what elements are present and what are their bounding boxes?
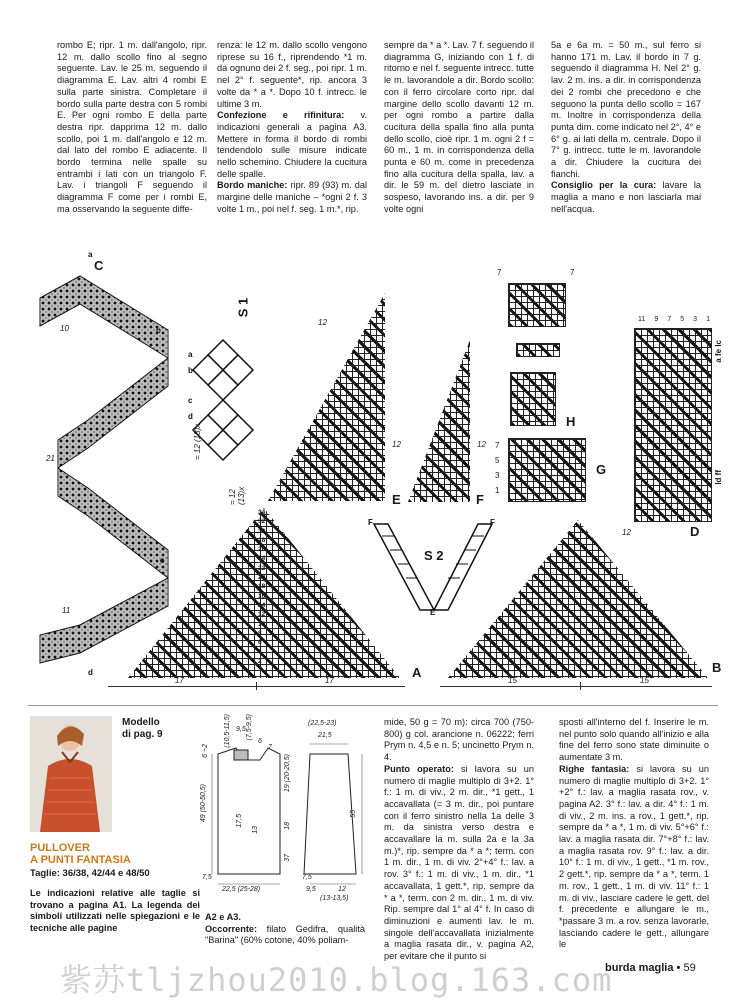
row-number: 24 (258, 555, 266, 563)
row-number: 7 (495, 441, 500, 450)
chart-label-h: H (566, 414, 576, 429)
schema-s2 (368, 518, 498, 618)
dim-12-d: 12 (622, 528, 631, 537)
s1-svg (188, 297, 263, 515)
model-name-line2: A PUNTI FANTASIA (30, 854, 131, 866)
model-ref-line2: di pag. 9 (122, 729, 163, 740)
text-column-1 (57, 40, 207, 216)
s2-mark-f-left: F (368, 518, 373, 527)
section-divider (28, 705, 718, 706)
text-column-2 (217, 40, 367, 216)
righe-text: si lavora su un numero di maglie multiplo di 3+2. 1°+2° f.: lav. a maglia rasata rov., v. pagina A2. 3° f.: lav. a dir. 4° f.: 1 m. di viv., 2 m. ins. a rov., 1 gett.*, rip. sempre da * a *, 1 m. di viv. 5°+6° f.: lav. a maglia rasata dir. 7°+8° f.: lav. a maglia rasata rov. 9° f.: lav. a dir. 10° f.: 1 m. di viv., 1 gett., *1 m. rov., 2 gett.*, rip. sempre da * a *, term. 1 m. rov., 1 gett., 1 m. di viv. 11° f.: 1 m. di viv., lasciare cadere le gett. del f. precedente e allungare le m., *passare 3 m. a rov. senza lavorarle, lasciando cadere le gett., allungare le (559, 763, 709, 950)
row-number: 16 (258, 592, 266, 600)
chart-label-b: B (712, 660, 722, 675)
text-column-4 (551, 40, 701, 216)
row-number: 1 (495, 486, 500, 495)
punto-operato-paragraph (384, 764, 534, 963)
chart-c-svg (28, 258, 178, 678)
text-column-3 (384, 40, 534, 216)
schema-dim-7: 7 (268, 744, 272, 751)
s2-svg (368, 518, 498, 618)
text-paragraph: 5a e 6a m. = 50 m., sul ferro si hanno 171 m. Lav. il bordo in 7 g. seguendo il diagramma H. Nel 2° g. lav. 2 m. ins. a dir. in corrispondenza dei 2 rombi che precedono e che seguono la punta dello scollo = 167 m. Inoltre in corrispondenza della punta dim. come indicato nel 2°, 4° e 6° g. ai lati della m. centrale. Dopo il 7° g. intrecc. tutte le m. lavorandole a dir. Chiudere la cucitura dei fianchi. (551, 40, 701, 179)
schema-dim-6: 6 (258, 738, 262, 745)
s1-rep-a: = 12 (13)x (193, 423, 202, 460)
dim-12-e-side: 12 (318, 318, 327, 327)
chart-g-rows (495, 438, 505, 498)
chart-h-mid (516, 343, 560, 357)
dim-tick-a-mid (256, 682, 257, 690)
dim-line-b (440, 686, 712, 687)
chart-d-rows (638, 316, 710, 323)
materials-text: mide, 50 g = 70 m): circa 700 (750-800) g col. arancione n. 06222; ferri Prym n. 4,5 e n. 5; uncinetto Prym n. 4. (384, 717, 534, 763)
schema-dim-22-5: 22,5 (25-28) (222, 886, 261, 893)
confezione-paragraph (217, 110, 367, 180)
maniche-paragraph (217, 180, 367, 215)
row-number: 5 (680, 316, 685, 323)
model-photo-illustration (30, 716, 112, 832)
chart-d (634, 328, 712, 522)
row-number: 9 (654, 316, 659, 323)
chart-label-a: A (412, 665, 422, 680)
sleeve-top-a: (22,5-23) (308, 720, 337, 727)
mark-a: a (88, 250, 93, 259)
model-ref-line1: Modello (122, 717, 160, 728)
row-number: 30 (258, 527, 266, 535)
consiglio-paragraph (551, 180, 701, 215)
dim-12-e: 12 (392, 440, 401, 449)
row-number: 5 (495, 456, 500, 465)
schema-dim-18: 18 (284, 822, 291, 830)
sleeve-7-5: 7,5 (302, 874, 312, 881)
sleeve-top-b: 21,5 (318, 732, 332, 739)
footer-brand: burda maglia (605, 962, 674, 974)
mark-c: c (160, 556, 165, 565)
row-number: 1 (706, 316, 710, 323)
righe-paragraph (559, 764, 709, 951)
confezione-text: v. indicazioni generali a pagina A3. Mettere in forma il bordo di rombi tendendolo sulle misure indicate nello schemino. Chiudere la cucitura delle spalle. (217, 110, 367, 179)
chart-h-bottom (510, 372, 556, 426)
row-number: 8 (258, 629, 262, 637)
chart-c-band-1 (40, 276, 168, 358)
dim-10-c: 10 (60, 324, 69, 333)
chart-label-d: D (690, 524, 700, 539)
bottom-column-2 (384, 717, 534, 963)
model-intro: Le indicazioni relative alle taglie si trovano a pagina A1. La legenda dei simboli utilizzati nelle spiegazioni e le tecniche alle pagine (30, 888, 200, 933)
garment-schema (198, 714, 366, 904)
bottom-column-1 (205, 912, 365, 947)
row-number: 6 (258, 639, 262, 647)
sleeve-bottom-c: (13-13,5) (320, 895, 349, 902)
dim-11-c: 11 (62, 606, 71, 615)
row-number: 18 (258, 583, 266, 591)
chart-c-band-3 (58, 468, 168, 578)
consiglio-heading: Consiglio per la cura: (551, 180, 657, 191)
text-paragraph: sempre da * a *. Lav. 7 f. seguendo il diagramma G, iniziando con 1 f. di ritorno e nel f. seguente intrecc. tutte le m. lavorandole a dir. Bordo scollo: con il ferro circolare corto ripr. dal margine dello scollo davanti 12 m. per ogni rombo a partire dalla cucitura della spalla fino alla punta dello scollo, cioè ripr. 1 m. ogni 2 f = 60 m., 1 m. in corrispondenza della punta e 60 m. come in precedenza fino alla cucitura della spalla, lav. a dir. le 59 m. del dietro lasciate in sospeso, lavorando ins. a dir. per 9 volte ogni (384, 40, 534, 214)
schema-dim-13: 13 (252, 826, 259, 834)
chart-h-rows-right (570, 268, 580, 277)
row-number: 32 (258, 518, 266, 526)
dim-15-right: 15 (640, 676, 649, 685)
consiglio-text: lavare la maglia a mano e non lasciarla mai nell'acqua. (551, 180, 701, 214)
model-ref (122, 717, 163, 741)
chart-label-e: E (392, 492, 401, 507)
chart-h-top (508, 283, 566, 327)
a2a3-text: A2 e A3. (205, 912, 241, 922)
dim-12-f: 12 (477, 440, 486, 449)
chart-label-c: C (94, 258, 104, 273)
row-number: 2 (258, 657, 262, 665)
row-number: 34 (258, 509, 266, 516)
footer-bullet-icon: • (676, 962, 681, 974)
punto-operato-text: si lavora su un numero di maglie multiplo di 3+2. 1° f.: 1 m. di viv., 2 m. dir., *1 gett., 1 accavallata (= 3 m. dir., poi puntare con il ferro sinistro nella 1a delle 3 m. da sinistra verso destra e accavallare la m. sulla 2a e la 3a m.)*, rip. sempre da * a *; term. con 1 m. dir., 1 m. di viv. 2°+4° f.: lav. a rov. 3° f.: 1 m. di viv., 1 m. dir., *1 accavallata, 1 gett.*, rip. sempre da * a *, term. con 2 m. dir., 1 m. di viv. Rip. sempre dal 1° al 4° f. In caso di diminuzioni e aumenti lav. le m. singole dell'accavallata inizialmente a maglia rasata dir., v. pagina A2, per evitare che il punto si (384, 763, 534, 962)
bottom-column-3 (559, 717, 709, 951)
chart-c-band-2 (58, 358, 168, 468)
dim-15-left: 15 (508, 676, 517, 685)
row-number: 28 (258, 536, 266, 544)
watermark: 紫苏tljzhou2010.blog.163.com (60, 961, 613, 999)
text-paragraph: rombo E; ripr. 1 m. dall'angolo, ripr. 12 m. dallo scollo fino al segno seguente. Lav. le 25 m. seguendo il diagramma E. Lav. altri 4 rombi E sulla parte sinistra. Completare il bordo sulla parte destra con 5 rombi E. Per ogni rombo E della parte destra ripr. dapprima 12 m. dallo scollo, poi 1 m. dall'angolo e 12 m. dal lato del rombo E adiacente. Il bordo termina nelle spalle su entrambi i lati con un triangolo F. Lav. i triangoli F seguendo il diagramma F come per i rombi E, ma osservando la seguente diffe- (57, 40, 207, 214)
chart-d-side-top: a fe lc (714, 340, 723, 363)
sleeve-bottom-b: 12 (338, 886, 346, 893)
s1-mark-d: d (188, 412, 193, 421)
chart-g (508, 438, 586, 502)
row-number: 7 (570, 268, 575, 277)
chart-d-side-bottom: ld ff (714, 470, 723, 485)
sleeve-55: 55 (350, 810, 357, 818)
punto-operato-heading: Punto operato: (384, 763, 454, 774)
schema-dim-49: 49 (50-50,5) (200, 784, 207, 823)
chart-c-band-4 (40, 578, 168, 663)
schema-dim-19: 19 (20-20,5) (284, 754, 291, 793)
chart-c (28, 250, 178, 678)
row-number: 14 (258, 601, 266, 609)
row-number: 22 (258, 564, 266, 572)
schema-dim-17-5: 17,5 (236, 814, 243, 828)
chart-label-s2: S 2 (424, 548, 444, 563)
chart-h-rows-left (497, 268, 507, 277)
mark-b: b (156, 326, 161, 335)
schema-dim-7-5: 7,5 (202, 874, 212, 881)
confezione-heading: Confezione e rifinitura: (217, 110, 345, 121)
mark-d: d (88, 668, 93, 677)
row-number: 7 (667, 316, 672, 323)
row-number: 7 (497, 268, 502, 277)
text-paragraph: renza: le 12 m. dallo scollo vengono riprese su 16 f., riprendendo *1 m. da ognuno dei 2 f. seg., poi ripr. 1 m. nel 2° f. seguente*, rip. ancora 3 volte da * a *. Dopo 10 f. intrecc. le ultime 3 m. (217, 40, 367, 109)
model-sizes: Taglie: 36/38, 42/44 e 48/50 (30, 868, 150, 879)
righe-heading: Righe fantasia: (559, 763, 630, 774)
schema-dim-37: 37 (284, 854, 291, 862)
row-number: 4 (258, 648, 262, 656)
s1-mark-c: c (188, 396, 193, 405)
row-number: 26 (258, 546, 266, 554)
s2-mark-f-right: F (490, 518, 495, 527)
schema-top-neck: (10,5-11,5) (224, 714, 231, 748)
footer-page-number: 59 (683, 962, 696, 974)
dim-tick-b-mid (580, 682, 581, 690)
chart-label-f: F (476, 492, 484, 507)
s1-mark-a: a (188, 350, 193, 359)
row-number: 3 (495, 471, 500, 480)
occorrente-text: filato Gedifra, qualità "Barina" (60% cotone, 40% poliam- (205, 923, 365, 946)
model-name (30, 842, 131, 866)
schema-top-shoulder: (7,5-9,5) (246, 714, 253, 741)
chart-a-rows (258, 508, 278, 666)
chart-f (408, 340, 470, 502)
s1-rep-b: = 12 (13)x (228, 486, 246, 505)
maniche-text: ripr. 89 (93) m. dal margine delle maniche – *ogni 2 f. 3 volte 1 m., poi nel f. seg. 1 m.*, rip. (217, 180, 367, 214)
s1-mark-b: b (188, 366, 193, 375)
schema-s1 (188, 297, 263, 515)
dim-17-right: 17 (325, 676, 334, 685)
row-number: 3 (693, 316, 698, 323)
dim-17-left: 17 (175, 676, 184, 685)
chart-label-s1: S 1 (235, 297, 251, 318)
maniche-heading: Bordo maniche: (217, 180, 288, 191)
chart-label-g: G (596, 462, 607, 477)
occorrente-heading: Occorrente: (205, 923, 258, 934)
schema-top-neck-b: 9,5 (236, 726, 246, 733)
sleeve-bottom-a: 9,5 (306, 886, 316, 893)
row-number: 10 (258, 620, 266, 628)
row-number: 11 (638, 316, 646, 323)
row-number: 20 (258, 574, 266, 582)
occorrente-paragraph (205, 924, 365, 947)
model-name-line1: PULLOVER (30, 842, 90, 854)
dim-21-c: 21 (46, 454, 55, 463)
row-number: 12 (258, 611, 266, 619)
schema-dim-6-2: 6 −2 (202, 744, 209, 758)
sposti-text: sposti all'interno del f. Inserire le m. nel punto solo quando all'inizio e alla fine del ferro sono state diminuite o aumentate 3 m. (559, 717, 709, 763)
model-photo (30, 716, 112, 832)
s2-mark-e: E (430, 608, 436, 617)
page-footer (605, 962, 696, 974)
